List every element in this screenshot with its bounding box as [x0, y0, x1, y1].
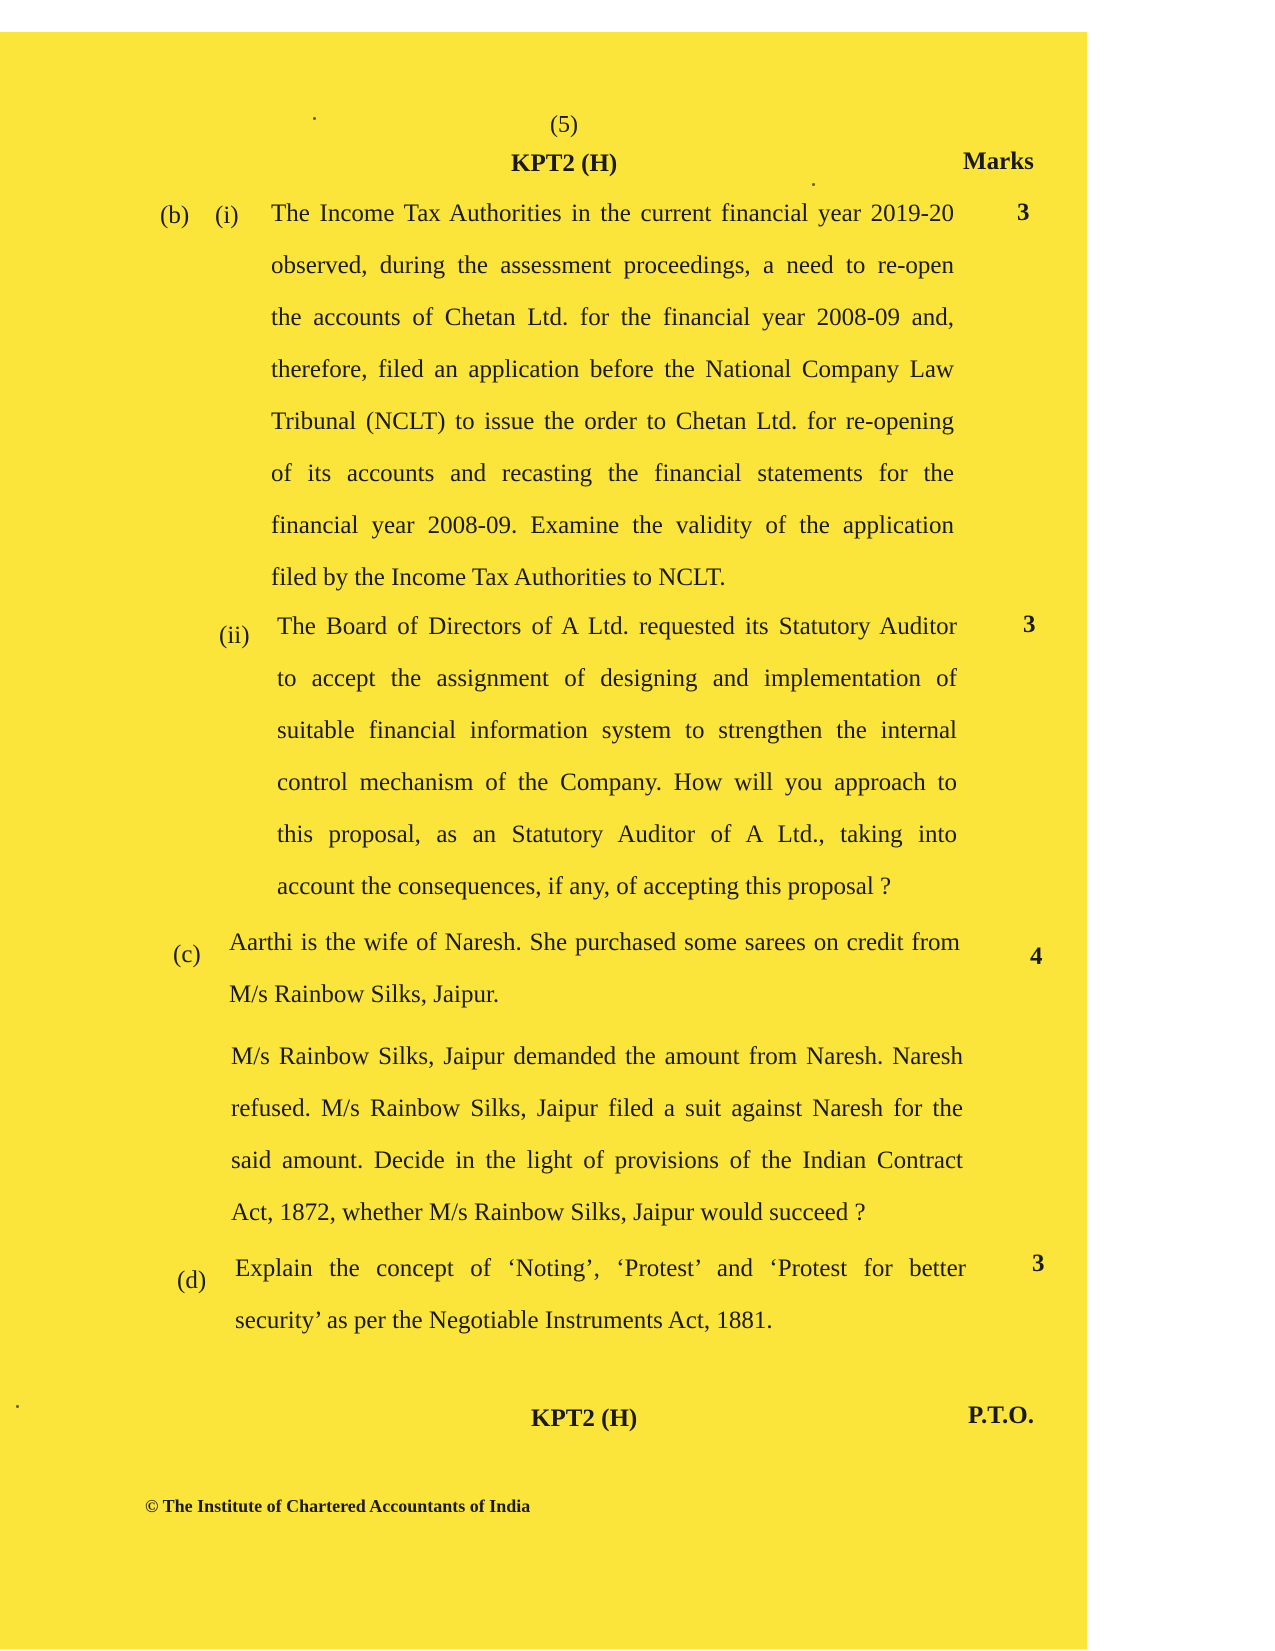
copyright-notice: © The Institute of Chartered Accountants of India — [145, 1496, 531, 1516]
scan-speck — [313, 117, 316, 120]
text-line: financial year 2008-09. Examine the validity of the application — [271, 512, 954, 539]
question-b-i-label: (i) — [215, 202, 239, 229]
text-line: Aarthi is the wife of Naresh. She purchased some sarees on credit from — [229, 929, 960, 956]
text-line: The Board of Directors of A Ltd. requested its Statutory Auditor — [277, 613, 957, 640]
page-number: (5) — [550, 112, 578, 138]
paper-code-header: KPT2 (H) — [511, 150, 618, 177]
text-line: control mechanism of the Company. How will you approach to — [277, 769, 957, 796]
text-line: the accounts of Chetan Ltd. for the financial year 2008-09 and, — [271, 304, 954, 331]
question-c-para-1 — [229, 930, 960, 1008]
text-line: refused. M/s Rainbow Silks, Jaipur filed a suit against Naresh for the — [231, 1095, 963, 1122]
text-line: this proposal, as an Statutory Auditor of A Ltd., taking into — [277, 821, 957, 848]
text-line: Explain the concept of ‘Noting’, ‘Protest’ and ‘Protest for better — [235, 1255, 966, 1282]
question-c-label: (c) — [173, 941, 201, 968]
scan-speck — [812, 183, 815, 186]
question-d-marks: 3 — [1032, 1250, 1045, 1277]
question-b-ii-text — [277, 614, 957, 900]
text-line: Act, 1872, whether M/s Rainbow Silks, Jaipur would succeed ? — [231, 1199, 866, 1226]
text-line: The Income Tax Authorities in the current financial year 2019-20 — [271, 200, 954, 227]
question-c-marks: 4 — [1030, 943, 1043, 970]
question-b-label: (b) — [160, 202, 190, 229]
text-line: Tribunal (NCLT) to issue the order to Chetan Ltd. for re-opening — [271, 408, 954, 435]
question-b-ii-label: (ii) — [219, 622, 250, 649]
text-line: to accept the assignment of designing and implementation of — [277, 665, 957, 692]
text-line: observed, during the assessment proceedings, a need to re-open — [271, 252, 954, 279]
paper-code-footer: KPT2 (H) — [531, 1405, 638, 1432]
text-line: M/s Rainbow Silks, Jaipur demanded the amount from Naresh. Naresh — [231, 1043, 963, 1070]
question-b-i-text — [271, 201, 954, 591]
question-b-ii-marks: 3 — [1023, 611, 1036, 638]
marks-column-heading: Marks — [963, 148, 1034, 175]
question-d-label: (d) — [177, 1267, 207, 1294]
text-line: M/s Rainbow Silks, Jaipur. — [229, 981, 500, 1008]
please-turn-over: P.T.O. — [968, 1402, 1034, 1429]
text-line: account the consequences, if any, of accepting this proposal ? — [277, 873, 892, 900]
text-line: said amount. Decide in the light of provisions of the Indian Contract — [231, 1147, 963, 1174]
scan-speck — [16, 1405, 19, 1408]
question-d-text — [235, 1256, 966, 1334]
text-line: of its accounts and recasting the financial statements for the — [271, 460, 954, 487]
text-line: therefore, filed an application before the National Company Law — [271, 356, 954, 383]
text-line: filed by the Income Tax Authorities to NCLT. — [271, 564, 726, 591]
text-line: suitable financial information system to strengthen the internal — [277, 717, 957, 744]
text-line: security’ as per the Negotiable Instruments Act, 1881. — [235, 1307, 773, 1334]
question-b-i-marks: 3 — [1017, 199, 1030, 226]
question-c-para-2 — [231, 1044, 963, 1226]
